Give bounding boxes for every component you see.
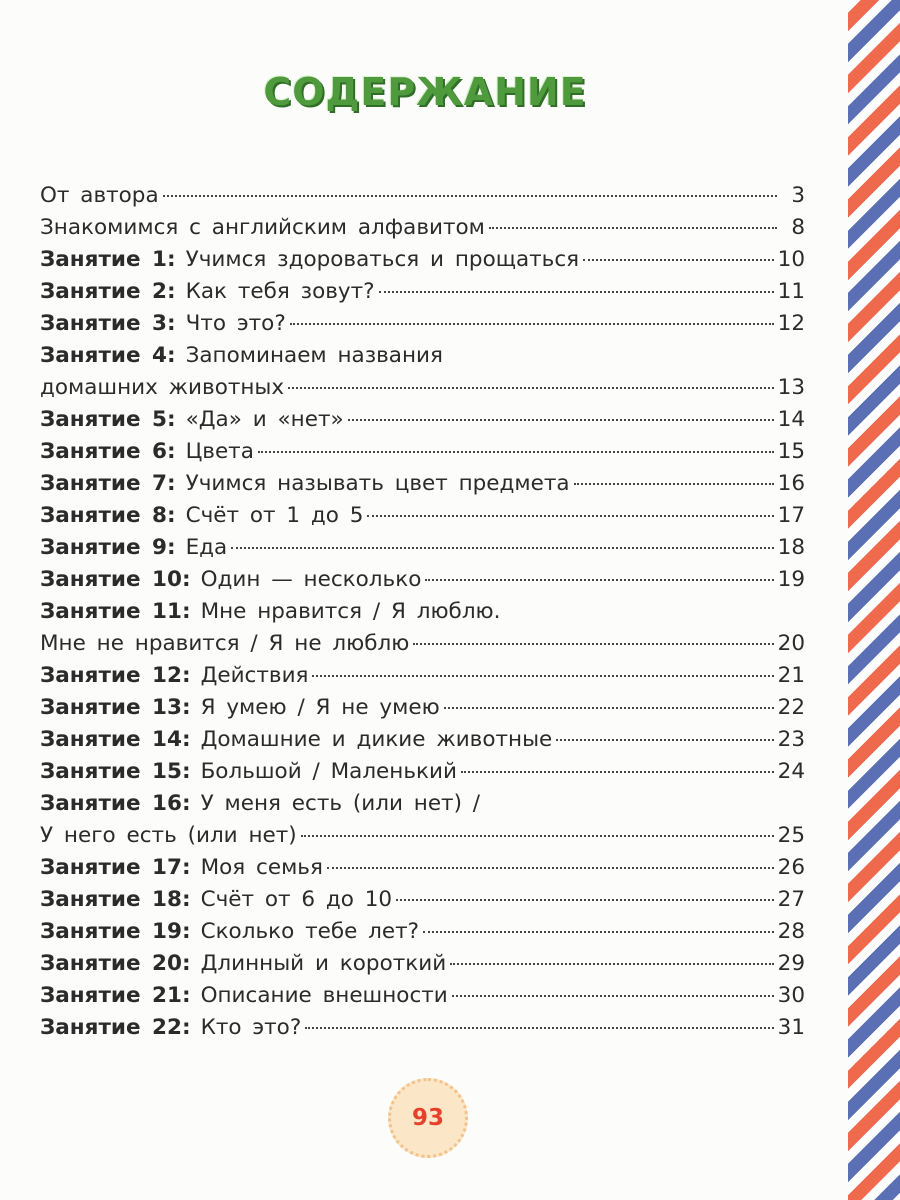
entry-title: Действия xyxy=(200,663,309,688)
page-number: 11 xyxy=(777,279,805,304)
dot-leader xyxy=(312,675,773,677)
dot-leader xyxy=(450,963,773,965)
page-number: 14 xyxy=(777,407,805,432)
page-number: 26 xyxy=(777,855,805,880)
lesson-number: Занятие 6: xyxy=(40,439,176,464)
lesson-number: Занятие 3: xyxy=(40,311,176,336)
entry-title: Что это? xyxy=(185,311,286,336)
toc-entry[interactable] xyxy=(40,500,805,532)
entry-title: Учимся здороваться и прощаться xyxy=(185,247,580,272)
toc-entry[interactable] xyxy=(40,276,805,308)
page-number: 17 xyxy=(777,503,805,528)
entry-title: Учимся называть цвет предмета xyxy=(185,471,570,496)
entry-title: Счёт от 1 до 5 xyxy=(185,503,364,528)
lesson-number: Занятие 10: xyxy=(40,567,191,592)
page-number: 23 xyxy=(777,727,805,752)
page-number: 20 xyxy=(777,631,805,656)
toc-entry[interactable] xyxy=(40,756,805,788)
toc-entry[interactable] xyxy=(40,788,805,820)
toc-entry[interactable] xyxy=(40,660,805,692)
toc-entry[interactable] xyxy=(40,308,805,340)
dot-leader xyxy=(396,899,774,901)
toc-entry[interactable] xyxy=(40,244,805,276)
entry-title: «Да» и «нет» xyxy=(185,407,344,432)
entry-title: Запоминаем названия xyxy=(185,343,443,368)
lesson-number: Занятие 16: xyxy=(40,791,191,816)
toc-entry[interactable] xyxy=(40,564,805,596)
dot-leader xyxy=(489,227,777,229)
entry-title: У меня есть (или нет) / xyxy=(200,791,481,816)
page-title: СОДЕРЖАНИЕ xyxy=(263,70,587,114)
toc-entry[interactable] xyxy=(40,724,805,756)
entry-title: Домашние и дикие животные xyxy=(200,727,553,752)
dot-leader xyxy=(425,579,773,581)
entry-title: Сколько тебе лет? xyxy=(200,919,420,944)
entry-title: Цвета xyxy=(185,439,254,464)
toc-entry[interactable] xyxy=(40,852,805,884)
lesson-number: Занятие 2: xyxy=(40,279,176,304)
entry-title: Длинный и короткий xyxy=(200,951,447,976)
page-number: 3 xyxy=(791,183,805,208)
toc-entry[interactable] xyxy=(40,1012,805,1044)
entry-title: Я умею / Я не умею xyxy=(200,695,440,720)
entry-title: Знакомимся с английским алфавитом xyxy=(40,215,485,240)
page-number: 12 xyxy=(777,311,805,336)
dot-leader xyxy=(231,547,773,549)
lesson-number: Занятие 17: xyxy=(40,855,191,880)
entry-title: Мне нравится / Я люблю. xyxy=(200,599,501,624)
page-number: 25 xyxy=(777,823,805,848)
page-number-badge: 93 xyxy=(388,1078,468,1158)
toc-entry[interactable] xyxy=(40,404,805,436)
entry-title-continued: Мне не нравится / Я не люблю xyxy=(40,631,410,656)
lesson-number: Занятие 7: xyxy=(40,471,176,496)
page-number: 8 xyxy=(791,215,805,240)
entry-title: Один — несколько xyxy=(200,567,422,592)
toc-entry[interactable] xyxy=(40,436,805,468)
lesson-number: Занятие 21: xyxy=(40,983,191,1008)
entry-title: Счёт от 6 до 10 xyxy=(200,887,393,912)
toc-entry-continuation[interactable] xyxy=(40,628,805,660)
dot-leader xyxy=(305,1027,773,1029)
lesson-number: Занятие 20: xyxy=(40,951,191,976)
dot-leader xyxy=(327,867,774,869)
lesson-number: Занятие 18: xyxy=(40,887,191,912)
lesson-number: Занятие 5: xyxy=(40,407,176,432)
dot-leader xyxy=(301,835,774,837)
toc-entry[interactable] xyxy=(40,180,805,212)
toc-entry[interactable] xyxy=(40,340,805,372)
dot-leader xyxy=(367,515,773,517)
toc-entry-continuation[interactable] xyxy=(40,820,805,852)
lesson-number: Занятие 14: xyxy=(40,727,191,752)
lesson-number: Занятие 13: xyxy=(40,695,191,720)
toc-entry[interactable] xyxy=(40,532,805,564)
dot-leader xyxy=(348,419,774,421)
page-number: 15 xyxy=(777,439,805,464)
dot-leader xyxy=(444,707,774,709)
page-number: 13 xyxy=(777,375,805,400)
toc-entry[interactable] xyxy=(40,692,805,724)
toc-entry[interactable] xyxy=(40,884,805,916)
page-number: 30 xyxy=(777,983,805,1008)
lesson-number: Занятие 8: xyxy=(40,503,176,528)
dot-leader xyxy=(413,643,773,645)
entry-title: Еда xyxy=(185,535,228,560)
lesson-number: Занятие 4: xyxy=(40,343,176,368)
toc-entry[interactable] xyxy=(40,948,805,980)
dot-leader xyxy=(461,771,774,773)
lesson-number: Занятие 12: xyxy=(40,663,191,688)
lesson-number: Занятие 11: xyxy=(40,599,191,624)
page-number: 18 xyxy=(777,535,805,560)
page-number: 24 xyxy=(777,759,805,784)
entry-title: Моя семья xyxy=(200,855,323,880)
page-number: 16 xyxy=(777,471,805,496)
dot-leader xyxy=(290,323,774,325)
dot-leader xyxy=(452,995,774,997)
dot-leader xyxy=(258,451,774,453)
entry-title: Как тебя зовут? xyxy=(185,279,375,304)
page-number: 22 xyxy=(777,695,805,720)
lesson-number: Занятие 9: xyxy=(40,535,176,560)
page-number: 10 xyxy=(777,247,805,272)
page-number: 28 xyxy=(777,919,805,944)
entry-title: От автора xyxy=(40,183,159,208)
entry-title: Кто это? xyxy=(200,1015,302,1040)
page-number: 31 xyxy=(777,1015,805,1040)
dot-leader xyxy=(163,195,777,197)
dot-leader xyxy=(423,931,774,933)
dot-leader xyxy=(583,259,774,261)
lesson-number: Занятие 22: xyxy=(40,1015,191,1040)
dot-leader xyxy=(574,483,774,485)
entry-title: Большой / Маленький xyxy=(200,759,457,784)
toc-entry[interactable] xyxy=(40,468,805,500)
toc-entry[interactable] xyxy=(40,596,805,628)
dot-leader xyxy=(556,739,773,741)
lesson-number: Занятие 15: xyxy=(40,759,191,784)
decorative-stripe-border xyxy=(848,0,900,1200)
page-number: 27 xyxy=(777,887,805,912)
dot-leader xyxy=(379,291,774,293)
toc-entry[interactable] xyxy=(40,980,805,1012)
entry-title: Описание внешности xyxy=(200,983,448,1008)
toc-entry[interactable] xyxy=(40,212,805,244)
entry-title-continued: домашних животных xyxy=(40,375,285,400)
page-number: 21 xyxy=(777,663,805,688)
toc-entry[interactable] xyxy=(40,916,805,948)
page-number: 29 xyxy=(777,951,805,976)
lesson-number: Занятие 1: xyxy=(40,247,176,272)
page-number: 19 xyxy=(777,567,805,592)
toc-entry-continuation[interactable] xyxy=(40,372,805,404)
dot-leader xyxy=(288,387,774,389)
table-of-contents xyxy=(40,180,805,1044)
lesson-number: Занятие 19: xyxy=(40,919,191,944)
entry-title-continued: У него есть (или нет) xyxy=(40,823,297,848)
